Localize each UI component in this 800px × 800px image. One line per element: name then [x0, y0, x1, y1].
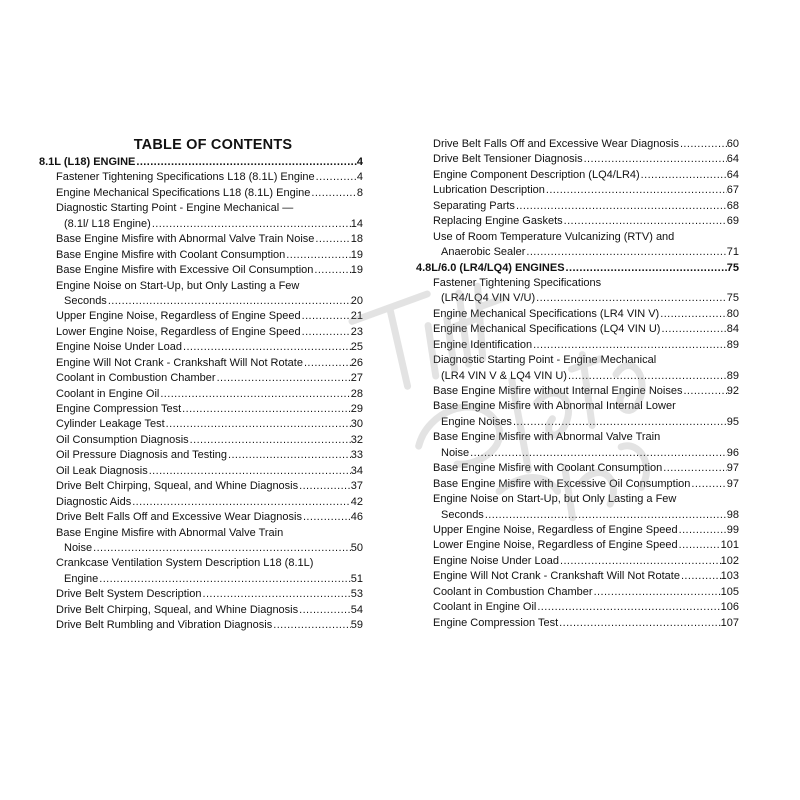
- toc-entry-title: Anaerobic Sealer: [441, 246, 526, 259]
- dot-leader: [189, 433, 351, 448]
- toc-page-number: 75: [726, 261, 739, 274]
- toc-entry: [39, 356, 363, 371]
- dot-leader: [303, 356, 351, 371]
- dot-leader: [182, 340, 351, 355]
- toc-entry-title: Engine Noise on Start-Up, but Only Lasting a Few: [56, 279, 300, 292]
- dot-leader: [659, 307, 727, 322]
- toc-entry: [416, 384, 739, 399]
- toc-page-number: 95: [726, 415, 739, 428]
- toc-entry-title: Drive Belt Falls Off and Excessive Wear Diagnosis: [56, 511, 302, 524]
- toc-entry: [39, 603, 363, 618]
- toc-entry: [39, 371, 363, 386]
- toc-entry-title: Engine Compression Test: [433, 616, 559, 629]
- dot-leader: [563, 214, 727, 229]
- toc-entry: [416, 369, 739, 384]
- toc-page-number: 54: [350, 603, 363, 616]
- toc-entry-title: Drive Belt System Description: [56, 588, 202, 601]
- toc-entry-title: Lubrication Description: [433, 184, 545, 197]
- toc-page-number: 14: [350, 217, 363, 230]
- toc-page-number: 21: [350, 310, 363, 323]
- toc-entry-title: Base Engine Misfire without Internal Engine Noises: [433, 385, 683, 397]
- toc-entry-title: Coolant in Combustion Chamber: [433, 585, 593, 598]
- toc-entry-title: Upper Engine Noise, Regardless of Engine Speed: [433, 523, 678, 536]
- dot-leader: [680, 569, 721, 584]
- toc-entry: [416, 477, 739, 492]
- toc-entry: [39, 587, 363, 602]
- toc-entry: [39, 479, 363, 494]
- toc-entry-title: Engine Mechanical Specifications L18 (8.1L) Engine: [56, 186, 311, 199]
- toc-entry-title: Base Engine Misfire with Excessive Oil Consumption: [56, 264, 314, 277]
- dot-leader: [640, 168, 727, 183]
- dot-leader: [678, 523, 727, 538]
- toc-page-number: 105: [720, 585, 739, 598]
- toc-entry-title: Engine: [64, 572, 99, 585]
- toc-entry-title: Base Engine Misfire with Excessive Oil Consumption: [433, 477, 691, 490]
- toc-entry: [416, 399, 739, 414]
- toc-entry-title: Crankcase Ventilation System Description L18 (8.1L): [56, 557, 314, 570]
- dot-leader: [314, 232, 350, 247]
- toc-page-number: 97: [726, 477, 739, 490]
- toc-entry: [416, 183, 739, 198]
- dot-leader: [298, 603, 351, 618]
- toc-entry: [39, 387, 363, 402]
- toc-entry-title: (LR4 VIN V & LQ4 VIN U): [441, 369, 567, 382]
- page-title: TABLE OF CONTENTS: [133, 137, 293, 153]
- dot-leader: [227, 448, 351, 463]
- toc-page-number: 32: [350, 433, 363, 446]
- dot-leader: [202, 587, 351, 602]
- toc-entry: [39, 556, 363, 571]
- toc-page-number: 102: [720, 554, 739, 567]
- dot-leader: [151, 217, 351, 232]
- toc-entry-title: Engine Identification: [433, 338, 533, 351]
- toc-entry-title: Engine Will Not Crank - Crankshaft Will Not Rotate: [56, 356, 303, 369]
- toc-page-number: 89: [726, 338, 739, 351]
- toc-page-number: 33: [350, 449, 363, 462]
- dot-leader: [662, 461, 726, 476]
- toc-entry: [39, 201, 363, 216]
- toc-entry-title: Engine Component Description (LQ4/LR4): [433, 168, 640, 181]
- dot-leader: [678, 538, 721, 553]
- toc-page-number: 51: [350, 572, 363, 585]
- dot-leader: [583, 152, 727, 167]
- toc-entry: [39, 417, 363, 432]
- dot-leader: [92, 541, 351, 556]
- toc-entry-title: Engine Mechanical Specifications (LR4 VIN V): [433, 307, 660, 320]
- toc-entry-title: Seconds: [64, 294, 107, 307]
- toc-entry-title: Seconds: [441, 508, 484, 521]
- toc-page-number: 75: [726, 292, 739, 305]
- toc-page-number: 19: [350, 264, 363, 277]
- dot-leader: [315, 170, 357, 185]
- toc-entry-title: Base Engine Misfire with Abnormal Valve Train: [56, 526, 284, 539]
- toc-entry-title: Noise: [64, 541, 93, 554]
- toc-page-number: 27: [350, 372, 363, 385]
- toc-entry: [416, 245, 739, 260]
- toc-entry-title: Diagnostic Starting Point - Engine Mechanical: [433, 354, 657, 367]
- toc-entry-title: Drive Belt Chirping, Squeal, and Whine Diagnosis: [56, 603, 299, 616]
- dot-leader: [165, 417, 351, 432]
- dot-leader: [313, 263, 350, 278]
- dot-leader: [660, 322, 726, 337]
- toc-page-number: 25: [350, 341, 363, 354]
- dot-leader: [545, 183, 727, 198]
- dot-leader: [593, 585, 721, 600]
- dot-leader: [98, 572, 350, 587]
- toc-page-number: 50: [350, 541, 363, 554]
- toc-entry-title: Engine Noises: [441, 415, 512, 428]
- toc-entry-title: Diagnostic Aids: [56, 495, 132, 508]
- toc-entry: [416, 230, 739, 245]
- toc-entry: [39, 279, 363, 294]
- dot-leader: [535, 291, 727, 306]
- dot-leader: [159, 387, 350, 402]
- toc-entry: [416, 137, 739, 152]
- toc-entry-title: Base Engine Misfire with Abnormal Internal Lower: [433, 400, 676, 413]
- toc-entry-title: Fastener Tightening Specifications: [433, 276, 602, 289]
- toc-entry: [416, 492, 739, 507]
- toc-page-number: 20: [350, 294, 363, 307]
- toc-page-number: 8: [356, 186, 363, 199]
- toc-entry: [416, 554, 739, 569]
- toc-entry: [416, 152, 739, 167]
- toc-page-number: 64: [726, 168, 739, 181]
- toc-entry-title: Engine Will Not Crank - Crankshaft Will Not Rotate: [433, 570, 680, 583]
- toc-entry: [39, 618, 363, 633]
- toc-entry: [39, 325, 363, 340]
- toc-entry-title: Drive Belt Chirping, Squeal, and Whine Diagnosis: [56, 480, 299, 493]
- toc-entry-title: Diagnostic Starting Point - Engine Mechanical —: [56, 202, 294, 215]
- toc-entry-title: Engine Noise on Start-Up, but Only Lasting a Few: [433, 493, 677, 506]
- toc-entry-title: Base Engine Misfire with Coolant Consumption: [56, 248, 286, 261]
- dot-leader: [567, 369, 727, 384]
- dot-leader: [565, 261, 727, 276]
- toc-page-number: 99: [726, 523, 739, 536]
- toc-entry: [416, 291, 739, 306]
- toc-page-number: 92: [726, 385, 739, 397]
- toc-entry-title: Drive Belt Falls Off and Excessive Wear Diagnosis: [433, 138, 679, 150]
- dot-leader: [298, 479, 351, 494]
- toc-entry: [416, 569, 739, 584]
- toc-entry: [39, 510, 363, 525]
- toc-entry: [39, 572, 363, 587]
- dot-leader: [181, 402, 351, 417]
- toc-entry-title: Drive Belt Rumbling and Vibration Diagnosis: [56, 619, 273, 632]
- dot-leader: [131, 495, 351, 510]
- toc-entry-title: Replacing Engine Gaskets: [433, 215, 563, 228]
- toc-page-number: 84: [726, 323, 739, 336]
- toc-entry-title: Drive Belt Tensioner Diagnosis: [433, 153, 583, 166]
- toc-entry: [39, 340, 363, 355]
- toc-entry: [39, 541, 363, 556]
- dot-leader: [302, 510, 351, 525]
- toc-entry-title: Coolant in Engine Oil: [433, 601, 537, 614]
- toc-left-column: [39, 155, 363, 634]
- toc-entry: [39, 448, 363, 463]
- dot-leader: [301, 309, 351, 324]
- toc-page-number: 19: [350, 248, 363, 261]
- toc-entry-title: Engine Noise Under Load: [433, 554, 559, 567]
- toc-entry: [416, 276, 739, 291]
- toc-page-number: 37: [350, 480, 363, 493]
- toc-page-number: 96: [726, 446, 739, 459]
- toc-entry: [39, 294, 363, 309]
- toc-entry-title: Cylinder Leakage Test: [56, 418, 165, 431]
- toc-entry-title: (LR4/LQ4 VIN V/U): [441, 292, 536, 305]
- toc-page-number: 64: [726, 153, 739, 166]
- toc-entry: [416, 616, 739, 631]
- toc-page-number: 97: [726, 462, 739, 475]
- toc-entry-title: Separating Parts: [433, 199, 515, 212]
- toc-entry-title: Oil Consumption Diagnosis: [56, 433, 189, 446]
- toc-entry: [416, 199, 739, 214]
- toc-entry: [416, 430, 739, 445]
- dot-leader: [148, 464, 351, 479]
- toc-page-number: 23: [350, 325, 363, 338]
- dot-leader: [559, 554, 721, 569]
- toc-entry: [416, 585, 739, 600]
- toc-page-number: 67: [726, 184, 739, 197]
- toc-entry-title: Engine Compression Test: [56, 403, 182, 415]
- toc-section-heading: [416, 261, 739, 276]
- toc-page-number: 103: [720, 570, 739, 583]
- toc-page-number: 59: [350, 619, 363, 632]
- toc-entry: [416, 322, 739, 337]
- toc-page-number: 18: [350, 233, 363, 246]
- toc-right-column: [416, 137, 739, 631]
- toc-page-number: 4: [356, 156, 363, 168]
- toc-page-number: 46: [350, 511, 363, 524]
- toc-entry-title: 4.8L/6.0 (LR4/LQ4) ENGINES: [416, 261, 565, 274]
- toc-page-number: 68: [726, 199, 739, 212]
- toc-section-heading: [39, 155, 363, 170]
- toc-entry: [39, 186, 363, 201]
- toc-entry: [416, 168, 739, 183]
- toc-entry-title: Coolant in Combustion Chamber: [56, 372, 216, 385]
- toc-page-number: 4: [356, 171, 363, 184]
- dot-leader: [690, 477, 726, 492]
- toc-entry: [416, 353, 739, 368]
- toc-page-number: 28: [350, 387, 363, 400]
- toc-entry: [416, 338, 739, 353]
- dot-leader: [469, 446, 727, 461]
- toc-entry-title: Use of Room Temperature Vulcanizing (RTV) and: [433, 230, 675, 243]
- dot-leader: [285, 248, 350, 263]
- toc-entry-title: Engine Mechanical Specifications (LQ4 VIN U): [433, 323, 661, 336]
- toc-entry-title: Oil Pressure Diagnosis and Testing: [56, 449, 227, 462]
- toc-entry: [416, 600, 739, 615]
- toc-entry: [39, 232, 363, 247]
- toc-entry-title: Lower Engine Noise, Regardless of Engine Speed: [56, 325, 301, 338]
- toc-entry-title: Noise: [441, 446, 470, 459]
- dot-leader: [216, 371, 351, 386]
- toc-page-number: 30: [350, 418, 363, 431]
- toc-entry: [39, 170, 363, 185]
- dot-leader: [301, 325, 351, 340]
- toc-entry: [416, 214, 739, 229]
- toc-entry: [39, 263, 363, 278]
- toc-entry: [39, 248, 363, 263]
- dot-leader: [536, 600, 720, 615]
- toc-page-number: 71: [726, 246, 739, 259]
- toc-page-number: 98: [726, 508, 739, 521]
- toc-page-number: 89: [726, 369, 739, 382]
- toc-page-number: 34: [350, 464, 363, 477]
- toc-entry: [39, 464, 363, 479]
- dot-leader: [525, 245, 726, 260]
- toc-entry: [416, 307, 739, 322]
- dot-leader: [107, 294, 351, 309]
- toc-page-number: 107: [720, 616, 739, 629]
- toc-entry-title: Coolant in Engine Oil: [56, 387, 160, 400]
- toc-page-number: 42: [350, 495, 363, 508]
- toc-entry: [39, 402, 363, 417]
- dot-leader: [484, 508, 727, 523]
- toc-entry-title: 8.1L (L18) ENGINE: [39, 156, 136, 168]
- toc-entry: [416, 508, 739, 523]
- toc-page-number: 69: [726, 215, 739, 228]
- toc-entry-title: Base Engine Misfire with Abnormal Valve Train: [433, 431, 661, 444]
- toc-entry-title: Lower Engine Noise, Regardless of Engine Speed: [433, 539, 678, 552]
- toc-entry-title: (8.1l/ L18 Engine): [64, 217, 151, 230]
- dot-leader: [679, 137, 727, 152]
- toc-page-number: 106: [720, 601, 739, 614]
- dot-leader: [682, 384, 726, 399]
- toc-entry: [39, 495, 363, 510]
- toc-page-number: 29: [350, 403, 363, 415]
- toc-entry-title: Fastener Tightening Specifications L18 (8.1L) Engine: [56, 171, 315, 184]
- toc-entry: [39, 526, 363, 541]
- toc-entry-title: Base Engine Misfire with Abnormal Valve Train Noise: [56, 233, 315, 246]
- toc-entry: [416, 538, 739, 553]
- toc-page-number: 101: [720, 539, 739, 552]
- toc-page-number: 80: [726, 307, 739, 320]
- toc-entry-title: Upper Engine Noise, Regardless of Engine Speed: [56, 310, 301, 323]
- toc-entry: [39, 217, 363, 232]
- dot-leader: [512, 415, 727, 430]
- toc-entry: [416, 415, 739, 430]
- dot-leader: [515, 199, 727, 214]
- toc-entry-title: Engine Noise Under Load: [56, 341, 182, 354]
- dot-leader: [310, 186, 356, 201]
- dot-leader: [135, 155, 356, 170]
- toc-entry: [39, 309, 363, 324]
- toc-entry: [39, 433, 363, 448]
- toc-entry-title: Oil Leak Diagnosis: [56, 464, 148, 477]
- toc-entry: [416, 461, 739, 476]
- toc-page-number: 26: [350, 356, 363, 369]
- toc-page-number: 60: [726, 138, 739, 150]
- toc-entry: [416, 523, 739, 538]
- toc-entry: [416, 446, 739, 461]
- dot-leader: [558, 616, 720, 631]
- dot-leader: [272, 618, 351, 633]
- toc-page-number: 53: [350, 588, 363, 601]
- toc-entry-title: Base Engine Misfire with Coolant Consumption: [433, 462, 663, 475]
- dot-leader: [532, 338, 727, 353]
